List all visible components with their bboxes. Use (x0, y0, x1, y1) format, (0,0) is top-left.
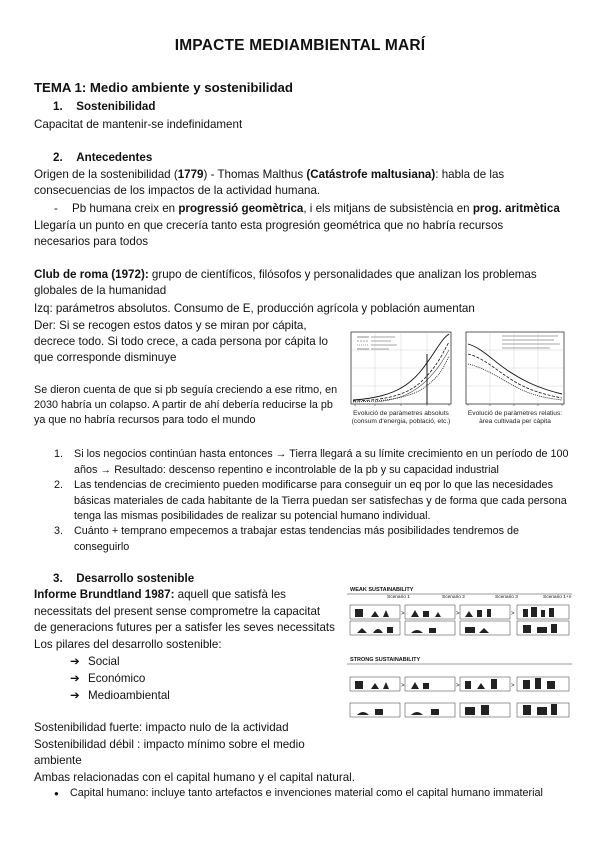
paragraph-line: Los pilares del desarrollo sostenible: (34, 638, 222, 651)
caption-line: Evolució de paràmetres relatius: (467, 410, 563, 417)
scenario-label: Scenario 3 (495, 595, 518, 600)
caption-line: Evolució de paràmetres absoluts (353, 410, 449, 417)
page-title: IMPACTE MEDIAMBIENTAL MARÍ (174, 37, 426, 54)
scenario-label: Scenario 1 (387, 595, 410, 600)
text-run-bold: Club de roma (1972): (34, 268, 149, 281)
paragraph-line: Der: Si se recogen estos datos y se miran por cápita, (34, 319, 307, 332)
list-number: 3. (54, 525, 64, 537)
list-number: 2. (54, 479, 64, 491)
paragraph-line: Izq: parámetros absolutos. Consumo de E, producción agrícola y población aumentan (34, 302, 475, 315)
paragraph-line (34, 167, 504, 183)
figure-caption (458, 410, 572, 426)
arrow-icon: ➔ (70, 672, 80, 685)
paragraph-line: que corresponde disminuye (34, 351, 177, 364)
figure-caption (345, 410, 457, 426)
scenario-diagram-image (347, 587, 572, 722)
section-3-heading (53, 571, 194, 587)
paragraph-line: necessitats del present sense comprometre la capacitat (34, 605, 321, 618)
paragraph-line: 2030 habría un colapso. A partir de ahí debería reducirse la pb (34, 399, 333, 411)
text-run: Pb humana creix en (72, 202, 179, 215)
list-item-line: Cuánto + temprano empecemos a trabajar estas tendencias más posibilidades tendremos de (74, 525, 520, 537)
text-run: ) - Thomas Malthus (203, 168, 307, 181)
caption-line: àrea cultivada per càpita (479, 418, 551, 425)
paragraph-line: Se dieron cuenta de que si pb seguía creciendo a ese ritmo, en (34, 384, 338, 396)
svg-text:>: > (401, 683, 405, 689)
paragraph-line (34, 587, 286, 603)
scenario-label: Scenario 2 (442, 595, 465, 600)
section-number: 2. (53, 151, 63, 164)
list-number: 1. (54, 448, 64, 460)
bullet-list-item (54, 786, 543, 802)
list-item-label: Económico (88, 672, 146, 685)
arrow-icon: ➔ (70, 689, 80, 702)
section-1-heading (53, 99, 155, 115)
text-run: Origen de la sostenibilidad ( (34, 168, 178, 181)
paragraph-line: globales de la humanidad (34, 284, 167, 297)
arrow-list-item (70, 654, 120, 670)
paragraph-line: ambiente (34, 754, 82, 767)
dash-list-item (54, 201, 560, 217)
paragraph-line: Llegaría un punto en que crecería tanto esta progresión geométrica que no habría recursos (34, 219, 504, 232)
list-item-line: años → Resultado: descenso repentino e incontrolable de la pb y su capacidad industrial (74, 463, 499, 476)
text-run-bold: 1779 (177, 168, 204, 181)
paragraph-line: de generacions futures per a satisfer les seves necessitats (34, 621, 335, 634)
paragraph-line: necesarios para todos (34, 235, 149, 248)
text-run-bold: Informe Brundtland 1987: (34, 588, 175, 601)
arrow-list-item (70, 688, 170, 704)
section-2-heading (53, 150, 152, 166)
line-chart-image (345, 330, 455, 410)
text-run: grupo de científicos, filósofos y personalidades que analizan los problemas (148, 268, 537, 281)
list-item-text (74, 478, 567, 525)
bullet-marker: ● (54, 789, 59, 798)
section-number: 3. (53, 572, 63, 585)
paragraph-line: ya que no habría recursos para todo el mundo (34, 414, 256, 426)
list-item-text (74, 524, 519, 555)
paragraph-line: Sostenibilidad débil : impacto mínimo sobre el medio (34, 738, 305, 751)
svg-text:>: > (511, 683, 515, 689)
paragraph-line: decrece todo. Si todo crece, a cada persona por cápita lo (34, 335, 328, 348)
figure-label: STRONG SUSTAINABILITY (350, 657, 421, 663)
list-item-line: tenga las mismas posibilidades de realizar su potencial humano individual. (74, 510, 431, 522)
section-title: Desarrollo sostenible (76, 572, 195, 585)
figure-relative-parameters (462, 330, 568, 410)
svg-text:>: > (401, 611, 405, 617)
list-item-line: Si los negocios continúan hasta entonces → Tierra llegará a su límite crecimiento en un período de 100 (74, 448, 569, 460)
section-title: Sostenibilidad (76, 100, 156, 113)
paragraph-line: Ambas relacionadas con el capital humano y el capital natural. (34, 771, 355, 784)
svg-text:>: > (456, 683, 460, 689)
list-item-line: Las tendencias de crecimiento pueden modificarse para conseguir un eq por lo que las necesidades (74, 479, 553, 491)
scenario-label: Scenario 1+n (543, 595, 572, 600)
text-run-bold: (Catástrofe maltusiana) (306, 168, 436, 181)
figure-sustainability-scenarios (347, 587, 572, 722)
list-item-line: básicas materiales de cada habitante de la Tierra puedan ser satisfechas y de forma que cada persona (74, 494, 567, 507)
text-run: , i els mitjans de subsistència en (303, 202, 473, 215)
figure-label: WEAK SUSTAINABILITY (350, 587, 414, 593)
section-title: Antecedentes (76, 151, 153, 164)
figure-absolute-parameters (345, 330, 455, 410)
line-chart-image (462, 330, 568, 410)
text-run-bold: progressió geomètrica (178, 202, 304, 215)
arrow-list-item (70, 671, 145, 687)
paragraph-line: Sostenibilidad fuerte: impacto nulo de la actividad (34, 721, 289, 734)
topic-heading: TEMA 1: Medio ambiente y sostenibilidad (34, 80, 293, 95)
svg-text:>: > (511, 611, 515, 617)
section-number: 1. (53, 100, 63, 113)
caption-line: (consum d'energia, població, etc.) (351, 418, 451, 425)
paragraph-line: consecuencias de los impactos de la actividad humana. (34, 184, 321, 197)
svg-text:>: > (456, 611, 460, 617)
dash-marker: - (54, 202, 58, 215)
list-item-text: Capital humano: incluye tanto artefactos e invenciones material como el capital humano immaterial (70, 787, 543, 799)
arrow-icon: ➔ (70, 655, 80, 668)
text-run: aquell que satisfà les (174, 588, 286, 601)
text-run-bold: prog. aritmètica (472, 202, 560, 215)
paragraph-line (34, 267, 537, 283)
list-item-line: conseguirlo (74, 540, 130, 553)
list-item-label: Medioambiental (88, 689, 170, 702)
list-item-text (74, 447, 569, 478)
text-run: : habla de las (435, 168, 505, 181)
paragraph: Capacitat de mantenir-se indefinidament (34, 118, 243, 131)
list-item-label: Social (88, 655, 120, 668)
